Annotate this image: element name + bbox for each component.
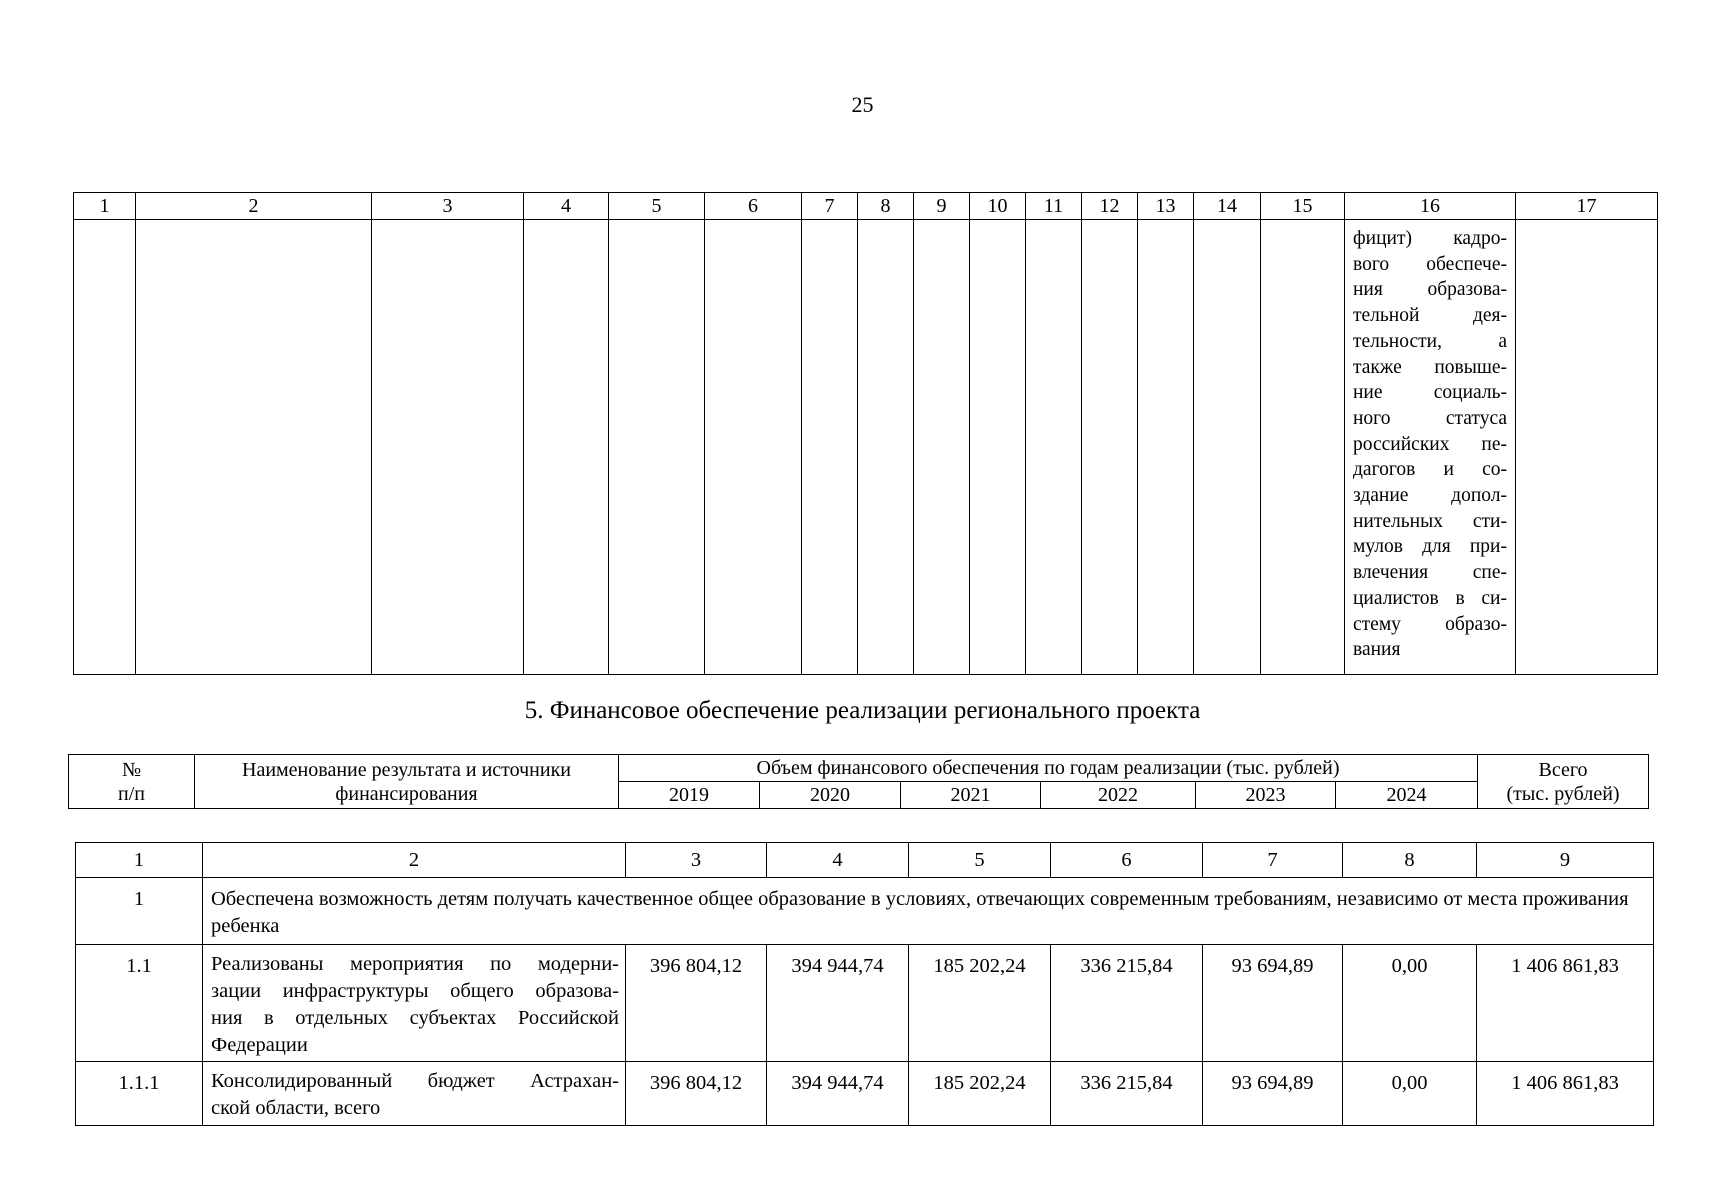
volume-header: Объем финансового обеспечения по годам реализации (тыс. рублей) bbox=[619, 755, 1478, 782]
result-text bbox=[203, 1062, 626, 1126]
col-header: 11 bbox=[1026, 193, 1082, 220]
page-number: 25 bbox=[851, 92, 874, 117]
table-row bbox=[76, 1062, 1654, 1126]
text-line: ния в отдельных субъектах Российской bbox=[211, 1007, 619, 1029]
text-line: Реализованы мероприятия по модерни- bbox=[211, 953, 619, 975]
value-cell: 336 215,84 bbox=[1051, 1062, 1203, 1126]
empty-cell bbox=[802, 220, 858, 675]
col-header: 12 bbox=[1082, 193, 1138, 220]
value-cell: 185 202,24 bbox=[909, 1062, 1051, 1126]
note-line: влечения спе- bbox=[1353, 562, 1507, 584]
col-name-line: финансирования bbox=[335, 782, 478, 805]
text-line: ской области, всего bbox=[211, 1097, 381, 1119]
empty-cell bbox=[858, 220, 914, 675]
row-index: 1.1.1 bbox=[76, 1062, 203, 1126]
value-cell: 396 804,12 bbox=[626, 945, 767, 1062]
total-header bbox=[1478, 755, 1649, 809]
empty-cell bbox=[705, 220, 802, 675]
value-cell: 93 694,89 bbox=[1203, 945, 1343, 1062]
year-header: 2022 bbox=[1041, 782, 1196, 809]
col-header: 7 bbox=[802, 193, 858, 220]
value-cell: 394 944,74 bbox=[767, 1062, 909, 1126]
col-name-header bbox=[195, 755, 619, 809]
empty-cell bbox=[74, 220, 136, 675]
note-line: циалистов в си- bbox=[1353, 587, 1507, 609]
empty-cell bbox=[524, 220, 609, 675]
empty-cell bbox=[1261, 220, 1345, 675]
table-row bbox=[76, 878, 1654, 945]
col-header: 17 bbox=[1516, 193, 1658, 220]
value-cell: 0,00 bbox=[1343, 1062, 1477, 1126]
col-header: 5 bbox=[609, 193, 705, 220]
note-line: тельной дея- bbox=[1353, 305, 1507, 327]
col-header: 4 bbox=[767, 843, 909, 878]
continuation-table bbox=[73, 192, 1658, 675]
total-line: (тыс. рублей) bbox=[1506, 782, 1620, 805]
note-line: дагогов и со- bbox=[1353, 459, 1507, 481]
table-row bbox=[76, 945, 1654, 1062]
empty-cell bbox=[914, 220, 970, 675]
col-header: 13 bbox=[1138, 193, 1194, 220]
note-line: нительных сти- bbox=[1353, 510, 1507, 532]
empty-cell bbox=[136, 220, 372, 675]
empty-cell bbox=[1026, 220, 1082, 675]
empty-cell bbox=[1082, 220, 1138, 675]
finance-table bbox=[75, 842, 1654, 1126]
finance-header-table bbox=[68, 754, 1649, 809]
empty-cell bbox=[372, 220, 524, 675]
value-cell: 0,00 bbox=[1343, 945, 1477, 1062]
note-line: российских пе- bbox=[1353, 433, 1507, 455]
finance-table-header-row bbox=[76, 843, 1654, 878]
note-line: тельности, а bbox=[1353, 330, 1507, 352]
empty-cell bbox=[970, 220, 1026, 675]
value-cell: 93 694,89 bbox=[1203, 1062, 1343, 1126]
note-line: мулов для при- bbox=[1353, 536, 1507, 558]
col-header: 3 bbox=[626, 843, 767, 878]
year-header: 2024 bbox=[1336, 782, 1478, 809]
row-index: 1.1 bbox=[76, 945, 203, 1062]
col-header: 4 bbox=[524, 193, 609, 220]
empty-cell bbox=[609, 220, 705, 675]
total-cell: 1 406 861,83 bbox=[1477, 945, 1654, 1062]
year-header: 2019 bbox=[619, 782, 760, 809]
col-header: 7 bbox=[1203, 843, 1343, 878]
col-header: 2 bbox=[136, 193, 372, 220]
result-text bbox=[203, 945, 626, 1062]
col-header: 3 bbox=[372, 193, 524, 220]
year-header: 2023 bbox=[1196, 782, 1336, 809]
note-line: ния образова- bbox=[1353, 279, 1507, 301]
value-cell: 394 944,74 bbox=[767, 945, 909, 1062]
col-header: 9 bbox=[914, 193, 970, 220]
col-num-line: № bbox=[121, 758, 142, 781]
col-header: 1 bbox=[76, 843, 203, 878]
col-header: 5 bbox=[909, 843, 1051, 878]
col-header: 10 bbox=[970, 193, 1026, 220]
result-text: Обеспечена возможность детям получать качественное общее образование в условиях, отвечающих современным требованиям, независимо от места проживания ребенка bbox=[203, 878, 1654, 945]
note-line: вания bbox=[1353, 639, 1401, 661]
text-line: Консолидированный бюджет Астрахан- bbox=[211, 1070, 619, 1092]
value-cell: 185 202,24 bbox=[909, 945, 1051, 1062]
note-line: стему образо- bbox=[1353, 613, 1507, 635]
col-header: 8 bbox=[858, 193, 914, 220]
continuation-body-row bbox=[74, 220, 1658, 675]
col-header: 2 bbox=[203, 843, 626, 878]
value-cell: 336 215,84 bbox=[1051, 945, 1203, 1062]
row-index: 1 bbox=[76, 878, 203, 945]
note-cell bbox=[1345, 220, 1516, 675]
note-line: ного статуса bbox=[1353, 407, 1507, 429]
col-header: 1 bbox=[74, 193, 136, 220]
col-header: 6 bbox=[705, 193, 802, 220]
value-cell: 396 804,12 bbox=[626, 1062, 767, 1126]
col-header: 16 bbox=[1345, 193, 1516, 220]
col-num-header bbox=[69, 755, 195, 809]
year-header: 2021 bbox=[901, 782, 1041, 809]
note-line: фицит) кадро- bbox=[1353, 228, 1507, 249]
col-header: 9 bbox=[1477, 843, 1654, 878]
col-header: 8 bbox=[1343, 843, 1477, 878]
total-line: Всего bbox=[1538, 758, 1588, 781]
col-header: 14 bbox=[1194, 193, 1261, 220]
col-header: 6 bbox=[1051, 843, 1203, 878]
empty-cell bbox=[1194, 220, 1261, 675]
section-title: 5. Финансовое обеспечение реализации регионального проекта bbox=[524, 697, 1201, 724]
total-cell: 1 406 861,83 bbox=[1477, 1062, 1654, 1126]
note-line: также повыше- bbox=[1353, 356, 1507, 378]
col-header: 15 bbox=[1261, 193, 1345, 220]
col-num-line: п/п bbox=[118, 782, 145, 805]
text-line: Федерации bbox=[211, 1034, 308, 1056]
empty-cell bbox=[1516, 220, 1658, 675]
note-line: вого обеспече- bbox=[1353, 253, 1507, 275]
note-line: здание допол- bbox=[1353, 485, 1507, 507]
col-name-line: Наименование результата и источники bbox=[242, 758, 571, 781]
text-line: зации инфраструктуры общего образова- bbox=[211, 980, 619, 1002]
empty-cell bbox=[1138, 220, 1194, 675]
note-line: ние социаль- bbox=[1353, 382, 1507, 404]
year-header: 2020 bbox=[760, 782, 901, 809]
continuation-header-row bbox=[74, 193, 1658, 220]
